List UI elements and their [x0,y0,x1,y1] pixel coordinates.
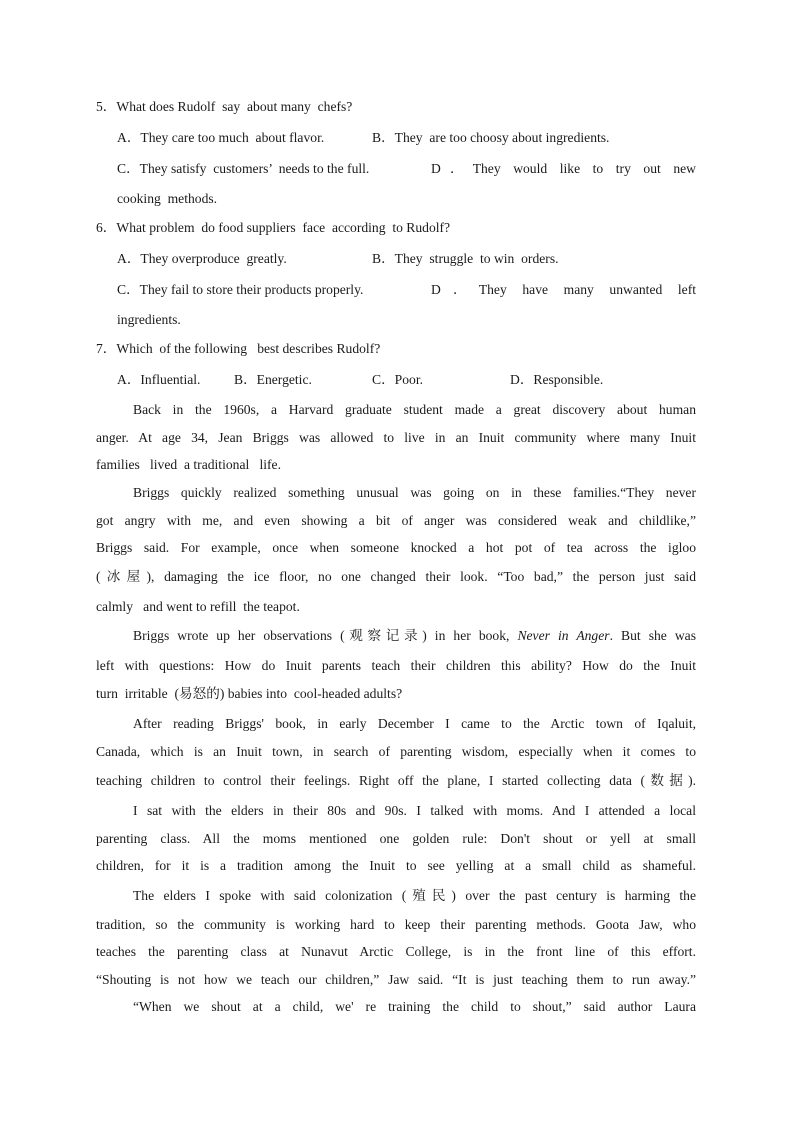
passage-p6-line-2: tradition, so the community is working hard to keep their parenting methods. Goota Jaw, who [96,917,696,932]
passage-p2-line-1: Briggs quickly realized something unusual was going on in these families.“They never [133,485,696,500]
passage-p2-line-4: (冰屋), damaging the ice floor, no one changed their look. “Too bad,” the person just said [96,569,696,584]
book-title: Never in Anger [517,628,610,643]
passage-p2-line-2: got angry with me, and even showing a bit of anger was considered weak and childlike,” [96,513,696,528]
question-6-option-b: B．They struggle to win orders. [372,251,559,266]
passage-p4-line-1: After reading Briggs' book, in early December I came to the Arctic town of Iqaluit, [133,716,696,731]
question-6-stem: 6．What problem do food suppliers face according to Rudolf? [96,220,451,235]
question-6-option-a: A．They overproduce greatly. [117,251,287,266]
passage-p3-line-1 [133,627,696,645]
passage-p1-line-3: families lived a traditional life. [96,457,281,472]
question-7-option-c: C．Poor. [372,372,423,387]
passage-p3-line-1-start: Briggs wrote up her observations (观察记录) in her book, [133,628,518,643]
passage-p3-line-2: left with questions: How do Inuit parents teach their children this ability? How do the Inuit [96,658,696,673]
passage-p2-line-5: calmly and went to refill the teapot. [96,599,300,614]
question-5-option-b: B．They are too choosy about ingredients. [372,130,610,145]
passage-p7-line-1: “When we shout at a child, we' re training the child to shout,” said author Laura [133,999,696,1014]
question-7-stem: 7．Which of the following best describes Rudolf? [96,341,381,356]
question-5-option-d-continued: cooking methods. [117,191,218,206]
question-7-option-b: B．Energetic. [234,372,312,387]
passage-p6-line-3: teaches the parenting class at Nunavut Arctic College, is in the front line of this effort. [96,944,696,959]
question-7-option-d: D．Responsible. [510,372,604,387]
question-5-option-c: C．They satisfy customers’ needs to the full. [117,161,370,176]
passage-p4-line-2: Canada, which is an Inuit town, in search of parenting wisdom, especially when it comes to [96,744,696,759]
question-6-option-d-continued: ingredients. [117,312,181,327]
question-5-option-a: A．They care too much about flavor. [117,130,325,145]
passage-p6-line-1: The elders I spoke with said colonization (殖民) over the past century is harming the [133,888,696,903]
passage-p6-line-4: “Shouting is not how we teach our children,” Jaw said. “It is just teaching them to run away.” [96,972,696,987]
question-5-option-d: D．They would like to try out new [431,161,696,176]
question-5-stem: 5．What does Rudolf say about many chefs? [96,99,353,114]
passage-p3-line-1-end: . But she was [609,628,696,643]
passage-p3-line-3: turn irritable (易怒的) babies into cool-headed adults? [96,686,403,701]
passage-p5-line-2: parenting class. All the moms mentioned one golden rule: Don't shout or yell at small [96,831,696,846]
passage-p1-line-2: anger. At age 34, Jean Briggs was allowed to live in an Inuit community where many Inuit [96,430,696,445]
passage-p1-line-1: Back in the 1960s, a Harvard graduate student made a great discovery about human [133,402,696,417]
passage-p5-line-1: I sat with the elders in their 80s and 90s. I talked with moms. And I attended a local [133,803,696,818]
passage-p4-line-3: teaching children to control their feelings. Right off the plane, I started collecting data (数据). [96,773,696,788]
question-6-option-d: D．They have many unwanted left [431,282,696,297]
question-6-option-c: C．They fail to store their products properly. [117,282,364,297]
question-7-option-a: A．Influential. [117,372,201,387]
passage-p5-line-3: children, for it is a tradition among the Inuit to see yelling at a small child as shameful. [96,858,696,873]
passage-p2-line-3: Briggs said. For example, once when someone knocked a hot pot of tea across the igloo [96,540,696,555]
